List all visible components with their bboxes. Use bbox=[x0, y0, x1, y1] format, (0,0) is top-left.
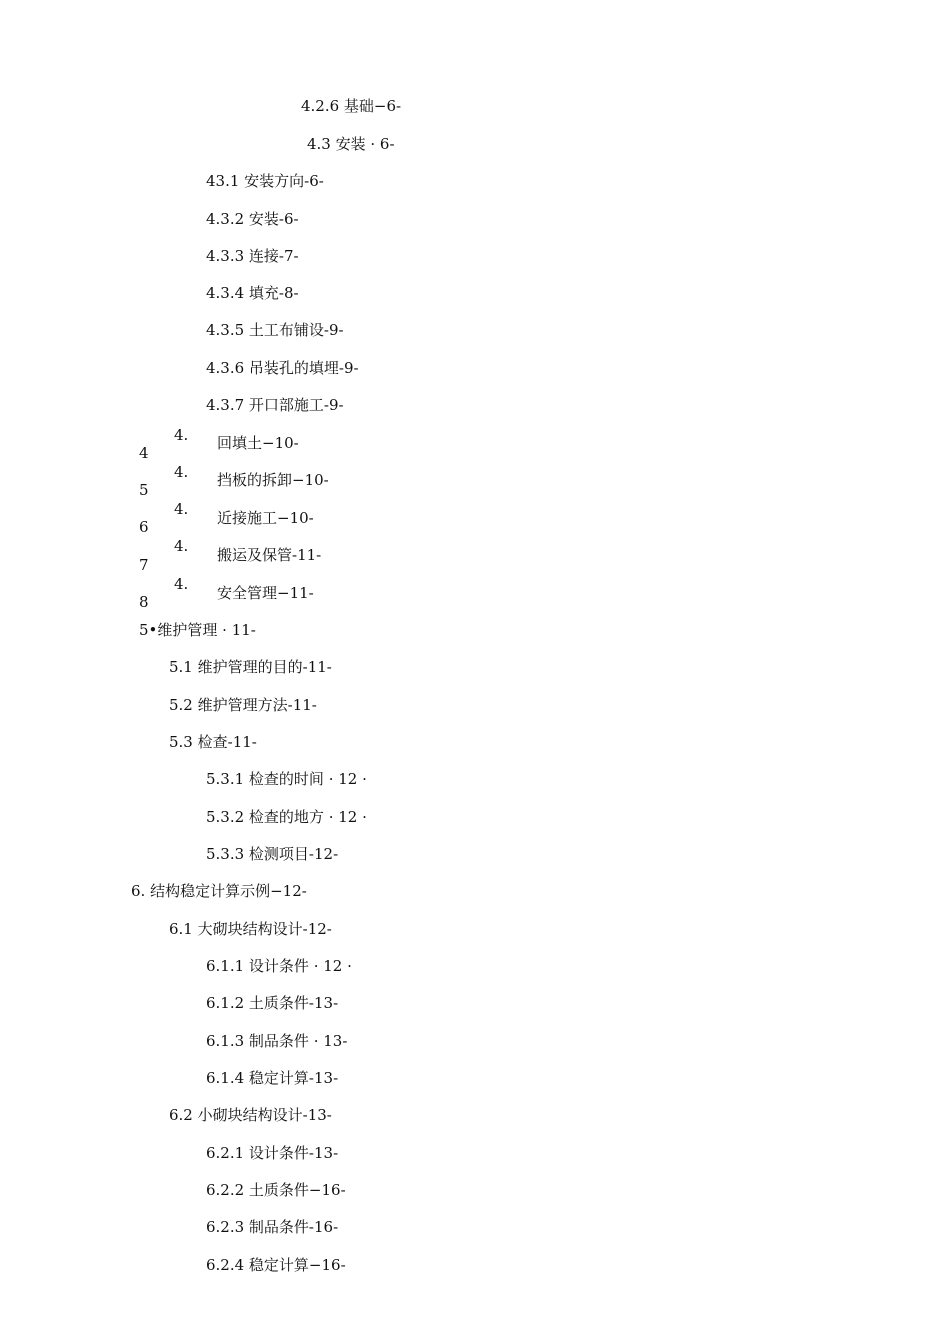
toc-entry[interactable]: 5.3.3 检测项目-12- bbox=[206, 845, 339, 863]
toc-entry[interactable]: 4.3 安装 · 6- bbox=[307, 135, 395, 153]
toc-entry[interactable]: 4.3.5 土工布铺设-9- bbox=[206, 321, 344, 339]
toc-entry[interactable]: 5•维护管理 · 11- bbox=[139, 621, 256, 639]
toc-entry-number-prefix: 4. bbox=[174, 426, 189, 444]
toc-entry-number-suffix: 6 bbox=[139, 518, 149, 536]
toc-entry-number-prefix: 4. bbox=[174, 500, 189, 518]
toc-entry[interactable]: 6.2.1 设计条件-13- bbox=[206, 1144, 339, 1162]
toc-entry[interactable]: 4.3.7 开口部施工-9- bbox=[206, 396, 344, 414]
toc-entry-label: 搬运及保管-11- bbox=[217, 546, 322, 564]
toc-entry[interactable]: 4.3.3 连接-7- bbox=[206, 247, 299, 265]
toc-entry[interactable]: 5.3.2 检查的地方 · 12 · bbox=[206, 808, 367, 826]
toc-entry-number-suffix: 8 bbox=[139, 593, 149, 611]
toc-entry-number-suffix: 5 bbox=[139, 481, 149, 499]
toc-entry[interactable]: 5.3 检查-11- bbox=[169, 733, 257, 751]
toc-entry[interactable]: 4.3.4 填充-8- bbox=[206, 284, 299, 302]
toc-entry[interactable]: 6.1 大砌块结构设计-12- bbox=[169, 920, 332, 938]
toc-entry[interactable]: 4.3.2 安装-6- bbox=[206, 210, 299, 228]
toc-entry[interactable]: 43.1 安装方向-6- bbox=[206, 172, 324, 190]
toc-entry[interactable]: 6.2.3 制品条件-16- bbox=[206, 1218, 339, 1236]
toc-entry-label: 近接施工−10- bbox=[217, 509, 314, 527]
toc-entry-number-prefix: 4. bbox=[174, 463, 189, 481]
toc-entry[interactable]: 4.2.6 基础−6- bbox=[301, 97, 402, 115]
toc-entry-label: 挡板的拆卸−10- bbox=[217, 471, 329, 489]
toc-entry-label: 回填土−10- bbox=[217, 434, 299, 452]
toc-entry-number-suffix: 7 bbox=[139, 556, 149, 574]
toc-entry[interactable]: 5.3.1 检查的时间 · 12 · bbox=[206, 770, 367, 788]
toc-entry[interactable]: 6.2 小砌块结构设计-13- bbox=[169, 1106, 332, 1124]
toc-entry[interactable]: 6.1.3 制品条件 · 13- bbox=[206, 1032, 348, 1050]
toc-entry-number-prefix: 4. bbox=[174, 575, 189, 593]
toc-entry-number-suffix: 4 bbox=[139, 444, 149, 462]
toc-entry[interactable]: 6. 结构稳定计算示例−12- bbox=[131, 882, 307, 900]
toc-entry[interactable]: 6.2.2 土质条件−16- bbox=[206, 1181, 346, 1199]
toc-entry[interactable]: 5.1 维护管理的目的-11- bbox=[169, 658, 332, 676]
toc-entry-number-prefix: 4. bbox=[174, 537, 189, 555]
toc-entry[interactable]: 4.3.6 吊装孔的填埋-9- bbox=[206, 359, 359, 377]
toc-entry[interactable]: 6.2.4 稳定计算−16- bbox=[206, 1256, 346, 1274]
toc-entry-label: 安全管理−11- bbox=[217, 584, 314, 602]
toc-entry[interactable]: 5.2 维护管理方法-11- bbox=[169, 696, 317, 714]
toc-entry[interactable]: 6.1.1 设计条件 · 12 · bbox=[206, 957, 352, 975]
toc-entry[interactable]: 6.1.4 稳定计算-13- bbox=[206, 1069, 339, 1087]
toc-entry[interactable]: 6.1.2 土质条件-13- bbox=[206, 994, 339, 1012]
